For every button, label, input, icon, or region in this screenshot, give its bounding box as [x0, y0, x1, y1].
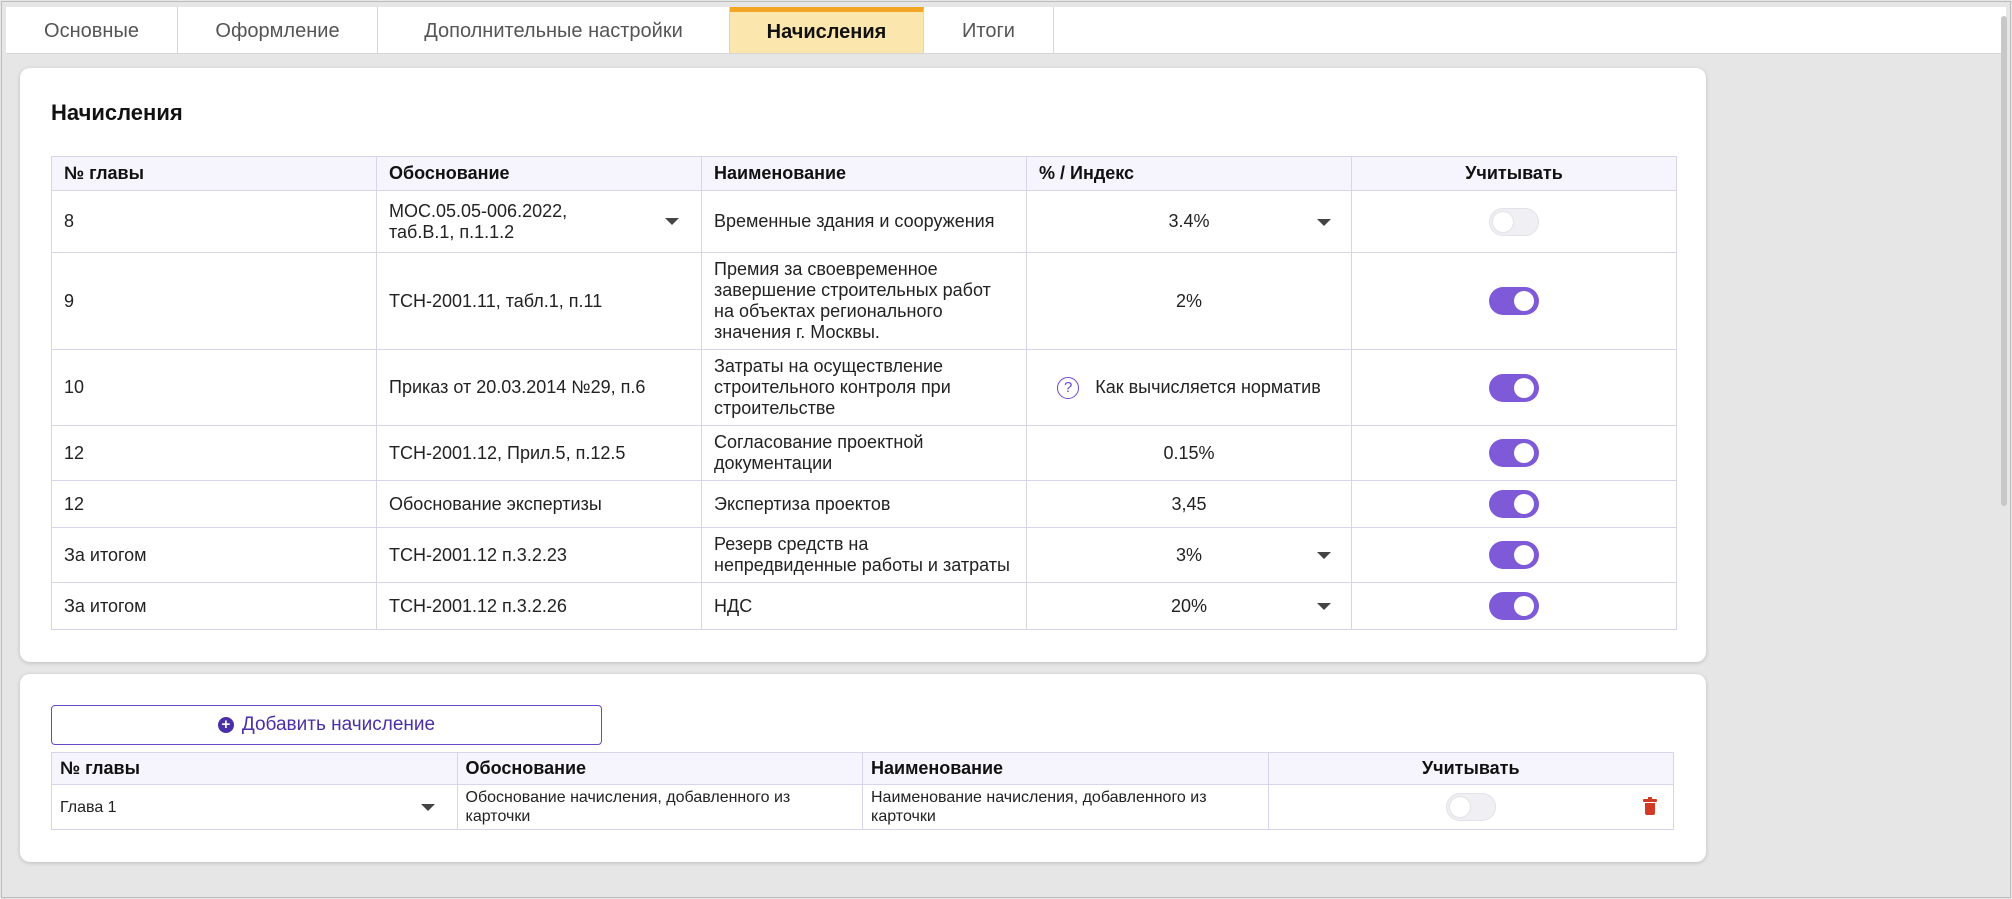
name-cell: Экспертиза проектов — [702, 481, 1027, 528]
percent-value: 0.15% — [1163, 442, 1215, 463]
enabled-toggle[interactable] — [1489, 592, 1539, 620]
table-row — [52, 350, 1677, 426]
enabled-cell — [1352, 426, 1677, 481]
header-name: Наименование — [863, 753, 1269, 785]
table-row — [52, 583, 1677, 630]
chapter-cell: 8 — [52, 191, 377, 253]
chevron-down-icon[interactable] — [665, 218, 679, 225]
chapter-value: Глава 1 — [60, 798, 117, 816]
percent-select[interactable] — [1027, 528, 1352, 583]
trash-icon[interactable] — [1643, 798, 1657, 816]
add-accrual-label: Добавить начисление — [241, 714, 436, 735]
table-row — [52, 426, 1677, 481]
chapter-cell: 10 — [52, 350, 377, 426]
tab-totals[interactable]: Итоги — [924, 7, 1054, 53]
percent-value: 2% — [1175, 290, 1202, 311]
percent-value: 3% — [1175, 544, 1202, 565]
table-header-row — [52, 157, 1677, 191]
name-cell: Согласование проектной документации — [702, 426, 1027, 481]
header-chapter: № главы — [52, 157, 377, 191]
chevron-down-icon[interactable] — [1317, 603, 1331, 610]
percent-cell — [1027, 426, 1352, 481]
name-cell: Затраты на осуществление строительного контроля при строительстве — [702, 350, 1027, 426]
custom-accruals-panel — [20, 674, 1706, 862]
table-row — [52, 481, 1677, 528]
name-cell: Премия за своевременное завершение строительных работ на объектах регионального значения г. Москвы. — [702, 253, 1027, 350]
basis-text: МОС.05.05-006.2022, таб.В.1, п.1.1.2 — [389, 200, 568, 242]
tab-design[interactable]: Оформление — [178, 7, 378, 53]
basis-cell: Обоснование экспертизы — [377, 481, 702, 528]
add-accrual-button[interactable] — [51, 705, 602, 745]
tab-main[interactable]: Основные — [6, 7, 178, 53]
basis-cell: Приказ от 20.03.2014 №29, п.6 — [377, 350, 702, 426]
chapter-cell: 12 — [52, 481, 377, 528]
add-circle-icon: + — [218, 717, 234, 733]
help-icon[interactable]: ? — [1057, 377, 1079, 399]
name-cell: НДС — [702, 583, 1027, 630]
enabled-cell — [1352, 191, 1677, 253]
chapter-cell: 9 — [52, 253, 377, 350]
header-name: Наименование — [702, 157, 1027, 191]
header-basis: Обоснование — [377, 157, 702, 191]
accruals-panel — [20, 68, 1706, 662]
enabled-toggle[interactable] — [1489, 208, 1539, 236]
chevron-down-icon[interactable] — [1317, 552, 1331, 559]
custom-accruals-table — [51, 752, 1674, 830]
header-enabled: Учитывать — [1268, 753, 1674, 785]
enabled-toggle[interactable] — [1489, 490, 1539, 518]
chapter-cell: За итогом — [52, 583, 377, 630]
accruals-table — [51, 156, 1677, 630]
chapter-cell: 12 — [52, 426, 377, 481]
enabled-cell — [1268, 785, 1674, 830]
header-basis: Обоснование — [457, 753, 863, 785]
percent-select[interactable] — [1027, 583, 1352, 630]
enabled-cell — [1352, 350, 1677, 426]
header-enabled: Учитывать — [1352, 157, 1677, 191]
table-row — [52, 191, 1677, 253]
percent-value: 3,45 — [1171, 493, 1207, 514]
name-cell: Резерв средств на непредвиденные работы и затраты — [702, 528, 1027, 583]
basis-cell: ТСН-2001.12 п.3.2.23 — [377, 528, 702, 583]
tab-bar — [6, 7, 2006, 54]
basis-cell: Обоснование начисления, добавленного из карточки — [457, 785, 863, 830]
percent-value: 3.4% — [1168, 211, 1210, 231]
enabled-toggle[interactable] — [1489, 439, 1539, 467]
header-chapter: № главы — [52, 753, 458, 785]
vertical-scrollbar[interactable] — [2001, 16, 2007, 506]
enabled-cell — [1352, 528, 1677, 583]
basis-cell: ТСН-2001.12 п.3.2.26 — [377, 583, 702, 630]
percent-select[interactable] — [1027, 191, 1352, 253]
chevron-down-icon[interactable] — [421, 804, 435, 811]
basis-cell: ТСН-2001.12, Прил.5, п.12.5 — [377, 426, 702, 481]
chevron-down-icon[interactable] — [1317, 219, 1331, 226]
enabled-cell — [1352, 583, 1677, 630]
basis-select[interactable] — [377, 191, 702, 253]
percent-cell — [1027, 481, 1352, 528]
enabled-toggle[interactable] — [1489, 541, 1539, 569]
enabled-cell — [1352, 481, 1677, 528]
chapter-cell: За итогом — [52, 528, 377, 583]
enabled-cell — [1352, 253, 1677, 350]
name-cell: Временные здания и сооружения — [702, 191, 1027, 253]
window — [1, 1, 2011, 898]
panel-title: Начисления — [51, 100, 183, 125]
table-row — [52, 528, 1677, 583]
basis-cell: ТСН-2001.11, табл.1, п.11 — [377, 253, 702, 350]
norm-link[interactable]: Как вычисляется норматив — [1095, 377, 1321, 397]
enabled-toggle[interactable] — [1489, 374, 1539, 402]
header-percent: % / Индекс — [1027, 157, 1352, 191]
percent-cell — [1027, 350, 1352, 426]
name-cell: Наименование начисления, добавленного из карточки — [863, 785, 1269, 830]
percent-value: 20% — [1170, 595, 1208, 616]
table-row — [52, 253, 1677, 350]
table-header-row — [52, 753, 1674, 785]
enabled-toggle[interactable] — [1446, 793, 1496, 821]
table-row — [52, 785, 1674, 830]
tab-additional-settings[interactable]: Дополнительные настройки — [378, 7, 730, 53]
enabled-toggle[interactable] — [1489, 287, 1539, 315]
percent-cell — [1027, 253, 1352, 350]
chapter-select[interactable] — [52, 785, 458, 830]
tab-accruals[interactable]: Начисления — [730, 7, 924, 53]
